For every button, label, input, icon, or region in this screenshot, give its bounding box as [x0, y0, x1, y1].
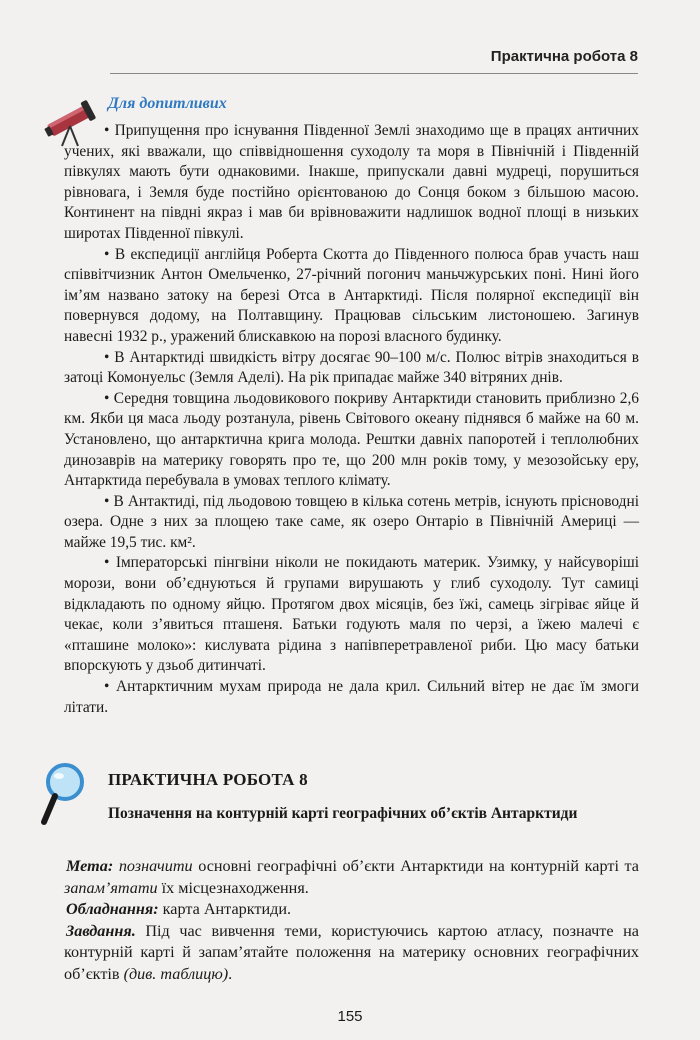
goal-text-1: основні географічні об’єкти Антарктиди на контурній карті та: [192, 857, 639, 875]
page-number: 155: [337, 1008, 363, 1025]
fact-paragraph: • В експедиції англійця Роберта Скотта до Південного полюса брав участь наш співвітчизник Антон Омельченко, 27-річний погонич маньчжурських поні. Нині його ім’ям названо затоку на березі Отса в Антарктиді. Після полярної експедиції він повернувся додому, на Полтавщину. Працював сільським листоношею. Загинув навесні 1932 р., уражений блискавкою на порозі власного будинку.: [64, 245, 639, 345]
assignment-paragraph: [64, 921, 639, 986]
goal-verb-2: запам’ятати: [64, 878, 158, 897]
practical-work-title: ПРАКТИЧНА РОБОТА 8: [108, 770, 308, 789]
fact-paragraph: • Припущення про існування Південної Землі знаходимо ще в працях античних учених, які вважали, що співвідношення суходолу та моря в Північній і Південній півкулях мають бути однаковими. Інакше, припускали давні мудреці, порушиться рівновага, і Земля буде постійно орієнтованою до Сонця боком з більшою масою. Континент на півдні якраз і мав би врівноважити надлишок водної площі в низьких широтах Південної півкулі.: [64, 122, 639, 242]
fact-paragraph: • В Антарктиді швидкість вітру досягає 90–100 м/с. Полюс вітрів знаходиться в затоці Комонуельс (Земля Аделі). На рік припадає майже 340 вітряних днів.: [64, 348, 639, 387]
curious-section-title: Для допитливих: [108, 95, 227, 112]
header-divider: [110, 73, 638, 74]
practical-work-body: [64, 856, 639, 986]
fact-paragraph: • Антарктичним мухам природа не дала крил. Сильний вітер не дає їм змоги літати.: [64, 678, 639, 716]
curious-section: [64, 121, 639, 718]
fact-paragraph: • Імператорські пінгвіни ніколи не покидають материк. Узимку, у найсуворіші морози, вони об’єднуються й групами вирушають у глиб суходолу. Тут самиці відкладають по одному яйцю. Протягом двох місяців, без їжі, самець зігріває яйце й чекає, коли з’явиться пташеня. Батьки годують маля по черзі, а їжею малечі є «пташине молоко»: кислувата рідина з напівперетравленої риби. Цю масу батьки впорскують у дзьоб дитинчаті.: [64, 554, 639, 675]
goal-paragraph: [64, 856, 639, 899]
goal-label: Мета:: [66, 857, 114, 875]
practical-work-subtitle: Позначення на контурній карті географічних об’єктів Антарктиди: [108, 805, 578, 822]
running-header: Практична робота 8: [490, 48, 638, 65]
equipment-label: Обладнання:: [66, 900, 159, 919]
equipment-text: карта Антарктиди.: [158, 900, 292, 919]
fact-paragraph: • В Антактиді, під льодовою товщею в кілька сотень метрів, існують прісноводні озера. Одне з них за площею таке саме, як озеро Онтаріо в Північній Америці — майже 19,5 тис. км².: [64, 492, 639, 551]
goal-verb-1: позначити: [118, 857, 193, 875]
equipment-paragraph: [64, 899, 639, 921]
assignment-label: Завдання.: [66, 921, 136, 940]
assignment-end: .: [228, 964, 233, 983]
assignment-text: Під час вивчення теми, користуючись картою атласу, позначте на контурній карті й запам’ятайте положення на материку основних географічних об’єктів: [64, 921, 639, 983]
magnifier-icon: [38, 760, 88, 828]
assignment-note: (див. таблицю): [123, 964, 229, 983]
fact-paragraph: • Середня товщина льодовикового покриву Антарктиди становить приблизно 2,6 км. Якби ця маса льоду розтанула, рівень Світового океану піднявся б майже на 60 м. Установлено, що антарктична крига молода. Рештки давніх папоротей і теплолюбних динозаврів на материку говорять про те, що 200 млн років тому, у мезозойську еру, Антарктида перебувала в умовах теплого клімату.: [64, 389, 639, 490]
goal-text-2: їх місцезнаходження.: [157, 878, 309, 897]
